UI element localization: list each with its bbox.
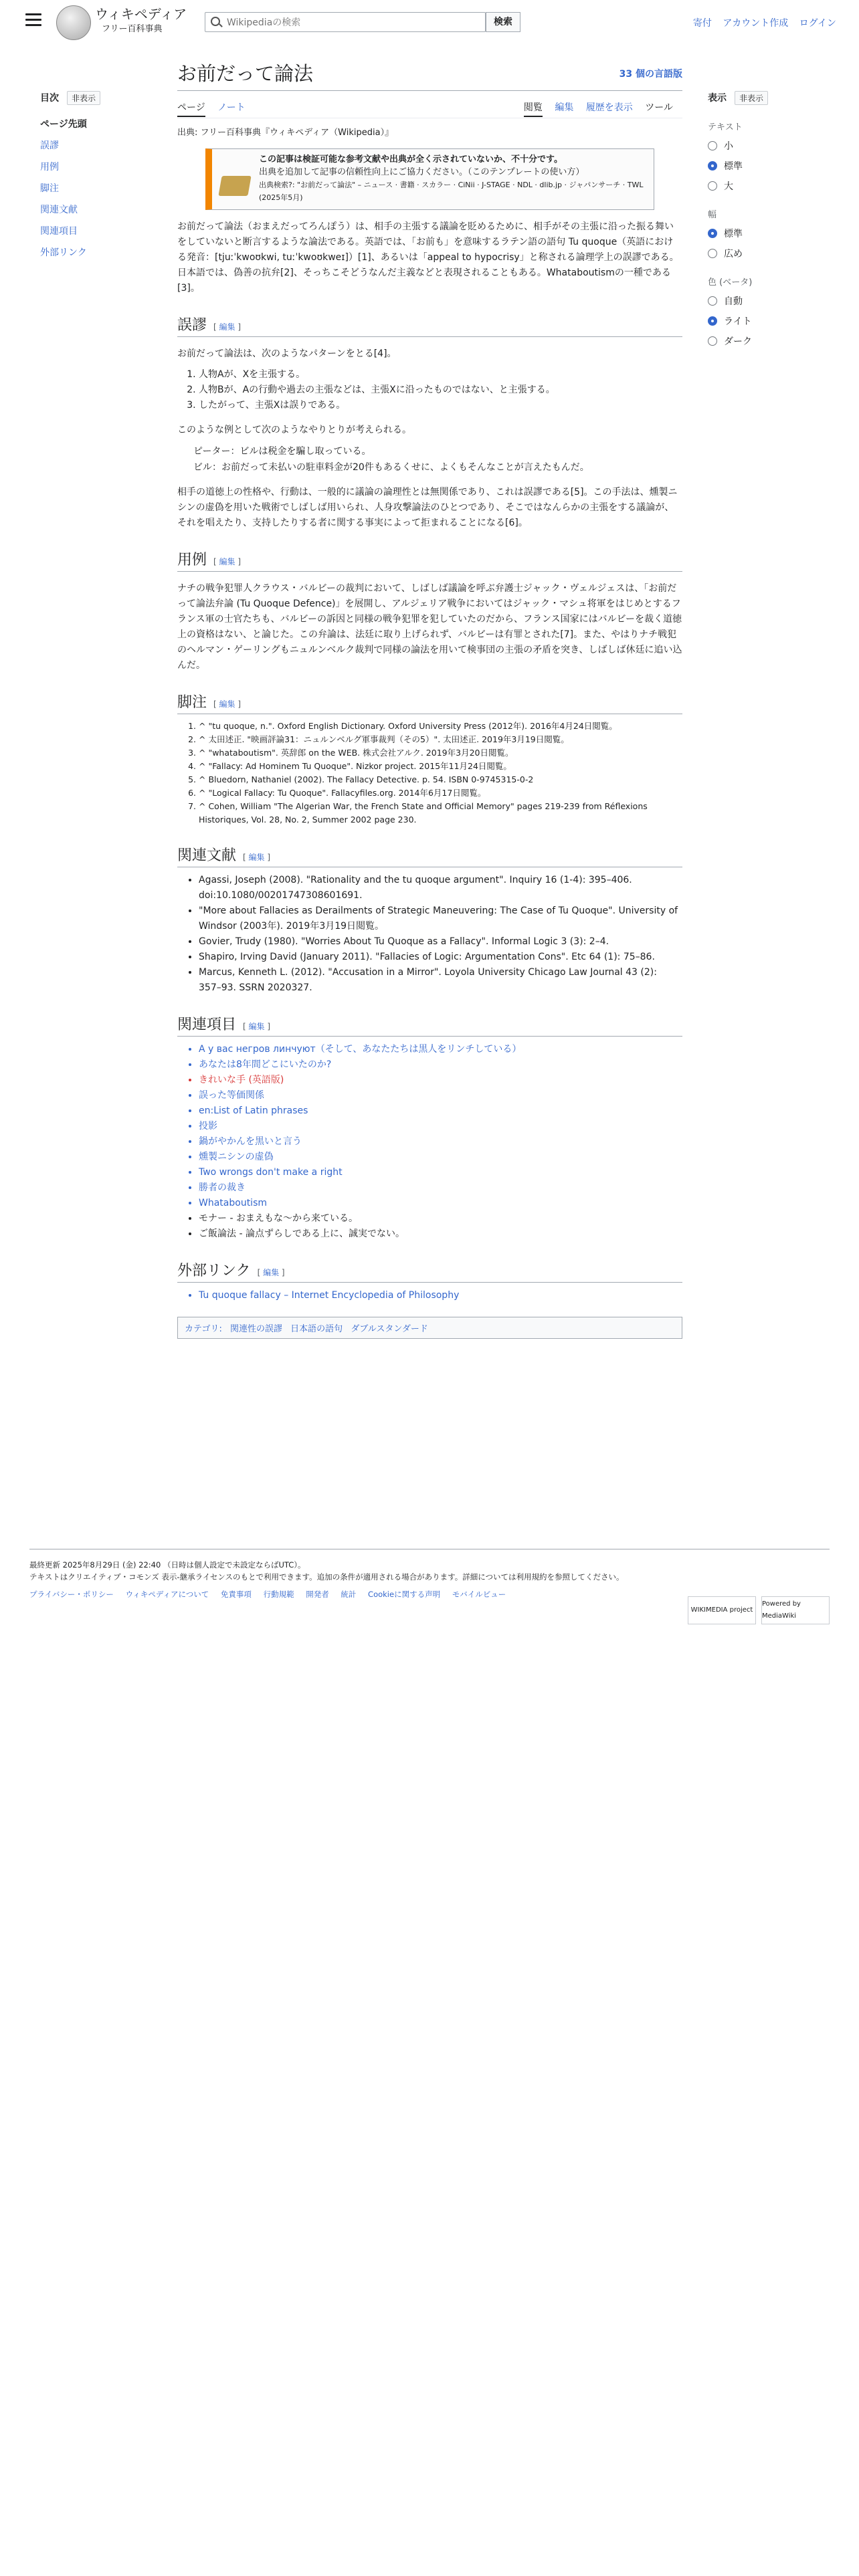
footer-link[interactable]: Cookieに関する声明 [368,1590,441,1599]
language-button[interactable]: 33 個の言語版 [619,69,682,80]
tab-edit[interactable]: 編集 [555,102,574,113]
see-also-link[interactable]: • en:List of Latin phrases [199,1103,682,1119]
text-size-label: テキスト [708,122,743,132]
toc-title: 目次 [40,93,59,104]
section-title: 誤謬 [177,316,207,333]
literature-item: • Agassi, Joseph (2008). "Rationality and the tu quoque argument". Inquiry 16 (1-4): 395–406. doi:10.1080/00201747308601691. [199,873,682,903]
logo-subtitle: フリー百科事典 [102,24,163,34]
radio-circle [708,336,717,346]
toc-item-examples[interactable]: 用例 [40,162,59,173]
license-text: テキストはクリエイティブ・コモンズ 表示-継承ライセンスのもとで利用できます。追加の条件が適用される場合があります。詳細については利用規約を参照してください。 [29,1572,624,1582]
radio-circle [708,229,717,238]
personal-tools [685,16,836,29]
tab-page[interactable]: ページ [177,102,205,117]
see-also-link[interactable]: • 投影 [199,1119,682,1134]
radio-label: 自動 [724,296,743,307]
toc-item-top[interactable]: ページ先頭 [40,119,87,130]
toc-hide-button[interactable]: 非表示 [67,91,100,105]
footer-link[interactable]: プライバシー・ポリシー [29,1590,114,1599]
citation-notice [205,148,654,210]
paragraph: このような例として次のようなやりとりが考えられる。 [177,425,411,435]
mediawiki-badge[interactable]: Powered by MediaWiki [761,1596,830,1624]
list-item: 1. 人物Aが、Xを主張する。 [199,367,682,383]
literature-item: • Marcus, Kenneth L. (2012). "Accusation in a Mirror". Loyola University Chicago Law Journal 43 (2): 357–93. SSRN 2020327. [199,965,682,996]
last-modified: 最終更新 2025年8月29日 (金) 22:40 （日時は個人設定で未設定ならばUTC）。 [29,1560,306,1570]
toc-panel [40,91,154,259]
reference-item: 7. ^ Cohen, William "The Algerian War, the French State and Official Memory" pages 219-239 from Réflexions Historiques, Vol. 28, No. 2, Summer 2002 page 230. [199,800,682,827]
notice-line2: 出典を追加して記事の信頼性向上にご協力ください。（このテンプレートの使い方） [259,167,585,177]
footer-link[interactable]: 行動規範 [263,1590,294,1599]
toc-item-external[interactable]: 外部リンク [40,247,87,258]
section-heading-see-also [177,1013,682,1037]
site-subtitle: 出典: フリー百科事典『ウィキペディア（Wikipedia）』 [177,128,394,138]
dialogue-line: ビル：お前だって未払いの駐車料金が20件もあるくせに、よくもそんなことが言えたもんだ。 [193,462,589,473]
notice-source-search: 出典検索?: "お前だって論法" – ニュース · 書籍 · スカラー · CiNii · J-STAGE · NDL · dlib.jp · ジャパンサーチ · TWL (2025年5月) [259,181,644,202]
color-auto[interactable] [708,294,828,308]
see-also-list [177,1042,682,1242]
external-link[interactable]: • Tu quoque fallacy – Internet Encyclopedia of Philosophy [199,1288,682,1303]
page-title-text: お前だって論法 [177,64,314,85]
radio-label: 標準 [724,229,743,239]
see-also-link[interactable]: • 鍋がやかんを黒いと言う [199,1134,682,1150]
footer-badges [688,1596,830,1624]
logo-title: ウィキペディア [95,6,187,22]
footer-link[interactable]: モバイルビュー [452,1590,506,1599]
appearance-panel [708,91,828,348]
reference-item: 6. ^ "Logical Fallacy: Tu Quoque". Fallacyfiles.org. 2014年6月17日閲覧。 [199,786,682,800]
category-label[interactable]: カテゴリ: [185,1324,222,1334]
tab-tools[interactable]: ツール [645,102,673,113]
reference-item: 3. ^ "whataboutism". 英辞郎 on the WEB. 株式会社アルク. 2019年3月20日閲覧。 [199,746,682,760]
toc-heading [40,91,154,105]
page-footer [29,1549,830,1620]
text-size-large[interactable] [708,179,828,193]
paragraph: ナチの戦争犯罪人クラウス・バルビーの裁判において、しばしば議論を呼ぶ弁護士ジャック・ヴェルジェスは、「お前だって論法弁論 (Tu Quoque Defence)」を展開し、アルジェリア戦争においてはジャック・マシュ将軍をはじめとするフランス軍の士官たちも、バルビーの訴因と同様の戦争犯罪を犯していたのだから、フランス国家にはバルビーを裁く道徳上の資格はない、と論じた。この弁論は、法廷に取り上げられず、バルビーは有罪とされた[7]。また、やはりナチ戦犯のヘルマン・ゲーリングもニュルンベルク裁判で同様の論法を用いて検事団の主張の矛盾を突き、しばしば休廷に追い込んだ。 [177,583,682,671]
search-box [205,12,486,32]
section-title: 脚注 [177,693,207,710]
section-heading-external [177,1259,682,1283]
paragraph: 相手の道徳上の性格や、行動は、一般的に議論の論理性とは無関係であり、これは誤謬である[5]。この手法は、燻製ニシンの虚偽を用いた戦術でしばしば用いられ、人身攻撃論法のひとつであり、そこではなんらかの主張をする議論が、それを唱えたり、支持したりする者に関する事実によって拒まれることになる[6]。 [177,487,678,528]
appearance-hide-button[interactable]: 非表示 [735,91,768,105]
see-also-link[interactable]: • А у вас негров линчуют（そして、あなたたちは黒人をリンチしている） [199,1042,682,1057]
wikipedia-logo[interactable] [56,5,91,40]
radio-circle [708,141,717,150]
see-also-link[interactable]: • モナー - おまえもな～から来ている。 [199,1211,682,1226]
pattern-list [177,367,682,413]
edit-link[interactable]: [ 編集 ] [258,1268,285,1277]
width-standard[interactable] [708,227,828,240]
see-also-link[interactable]: • 誤った等価関係 [199,1088,682,1103]
logo-text[interactable] [95,7,187,34]
literature-list [177,873,682,996]
footer-link[interactable]: 免責事項 [220,1590,252,1599]
width-label: 幅 [708,210,717,220]
see-also-link[interactable]: • ご飯論法 - 論点ずらしである上に、誠実でない。 [199,1226,682,1242]
appearance-title: 表示 [708,93,727,104]
site-header [0,0,859,44]
edit-link[interactable]: [ 編集 ] [213,700,241,709]
main-menu-icon[interactable] [25,13,41,27]
radio-circle [708,249,717,258]
reference-item: 5. ^ Bluedorn, Nathaniel (2002). The Fallacy Detective. p. 54. ISBN 0-9745315-0-2 [199,773,682,786]
section-title: 関連文献 [177,847,237,863]
toc-item-notes[interactable]: 脚注 [40,183,59,194]
see-also-link[interactable]: • あなたは8年間どこにいたのか? [199,1057,682,1073]
wikimedia-badge[interactable]: WIKIMEDIA project [688,1596,756,1624]
radio-label: ライト [724,316,752,327]
paragraph: お前だって論法は、次のようなパターンをとる[4]。 [177,348,397,359]
see-also-link[interactable]: • 勝者の裁き [199,1180,682,1196]
width-wide[interactable] [708,247,828,260]
edit-link[interactable]: [ 編集 ] [213,557,241,566]
donate-link[interactable]: 寄付 [692,18,712,29]
see-also-link[interactable]: • きれいな手 (英語版) [199,1073,682,1088]
search-button[interactable]: 検索 [486,12,520,32]
section-heading-examples [177,548,682,572]
article [177,59,682,1339]
create-account-link[interactable]: アカウント作成 [723,18,789,29]
dialogue-example [193,443,682,475]
radio-circle [708,161,717,171]
section-heading-notes [177,691,682,714]
color-light[interactable] [708,314,828,328]
page-tabs [177,100,682,118]
reference-list [177,720,682,827]
section-heading-literature [177,844,682,867]
reference-item: 2. ^ 太田述正. "映画評論31：ニュルンベルグ軍事裁判（その5）". 太田述正. 2019年3月19日閲覧。 [199,733,682,746]
search-icon [211,17,220,26]
section-title: 関連項目 [177,1016,237,1033]
dialogue-line: ピーター：ビルは税金を騙し取っている。 [193,446,371,457]
radio-label: 大 [724,181,733,192]
category-link[interactable]: 関連性の誤謬 [230,1324,283,1334]
section-heading-fallacy [177,314,682,337]
literature-item: • "More about Fallacies as Derailments of Strategic Maneuvering: The Case of Tu Quoque". University of Windsor (2003年). 2019年3月19日閲覧。 [199,903,682,934]
see-also-link[interactable]: • Two wrongs don't make a right [199,1165,682,1180]
category-link[interactable]: 日本語の語句 [290,1324,343,1334]
footer-link[interactable]: ウィキペディアについて [125,1590,209,1599]
literature-item: • Shapiro, Irving David (January 2011). "Fallacies of Logic: Argumentation Cons". Etc 64 (1): 75–86. [199,950,682,965]
footer-link[interactable]: 開発者 [306,1590,329,1599]
login-link[interactable]: ログイン [799,18,836,29]
appearance-heading [708,91,828,105]
tab-talk[interactable]: ノート [217,102,246,113]
edit-link[interactable]: [ 編集 ] [243,853,270,862]
search-input[interactable] [225,15,476,31]
external-links-list [177,1288,682,1303]
book-icon [218,176,251,196]
section-title: 用例 [177,551,207,568]
category-link[interactable]: ダブルスタンダード [351,1324,428,1334]
intro-paragraph: お前だって論法（おまえだってろんぽう）は、相手の主張する議論を貶めるために、相手がその主張に沿った振る舞いをしていないと断言するような論法である。英語では、「お前も」を意味するラテン語の語句 Tu quoque（英語における発音：[tjuːˈkwoʊkwi, tuːˈkwoʊkweɪ]）[1]、あるいは「appeal to hypocrisy」と称される論理学上の誤謬である。日本語では、偽善の抗弁[2]、そっちこそどうなんだ主義などと表現されることもある。Whataboutismの一種である[3]。 [177,221,679,294]
page-title [177,59,682,91]
category-box [177,1317,682,1339]
edit-link[interactable]: [ 編集 ] [213,322,241,332]
reference-item: 4. ^ "Fallacy: Ad Hominem Tu Quoque". Nizkor project. 2015年11月24日閲覧。 [199,760,682,773]
section-title: 外部リンク [177,1262,251,1279]
toc-item-fallacy[interactable]: 誤謬 [40,140,59,151]
text-size-standard[interactable] [708,159,828,173]
color-label: 色 (ベータ) [708,278,753,288]
edit-link[interactable]: [ 編集 ] [243,1022,270,1031]
list-item: 3. したがって、主張Xは誤りである。 [199,398,682,413]
text-size-small[interactable] [708,139,828,152]
footer-link[interactable]: 統計 [341,1590,357,1599]
see-also-link[interactable]: • 燻製ニシンの虚偽 [199,1150,682,1165]
toc-item-literature[interactable]: 関連文献 [40,205,78,215]
literature-item: • Govier, Trudy (1980). "Worries About Tu Quoque as a Fallacy". Informal Logic 3 (3): 2–4. [199,934,682,950]
radio-label: 小 [724,141,733,152]
radio-label: 標準 [724,161,743,172]
toc-item-see-also[interactable]: 関連項目 [40,226,78,237]
radio-circle [708,181,717,191]
radio-label: ダーク [724,336,752,347]
reference-item: 1. ^ "tu quoque, n.". Oxford English Dictionary. Oxford University Press (2012年). 2016年4月24日閲覧。 [199,720,682,733]
list-item: 2. 人物Bが、Aの行動や過去の主張などは、主張Xに沿ったものではない、と主張する。 [199,383,682,398]
color-dark[interactable] [708,334,828,348]
see-also-link[interactable]: • Whataboutism [199,1196,682,1211]
notice-line1: この記事は検証可能な参考文献や出典が全く示されていないか、不十分です。 [259,154,563,165]
tab-history[interactable]: 履歴を表示 [585,102,633,113]
tab-read[interactable]: 閲覧 [524,102,543,117]
radio-label: 広め [724,249,743,259]
radio-circle [708,316,717,326]
radio-circle [708,296,717,306]
